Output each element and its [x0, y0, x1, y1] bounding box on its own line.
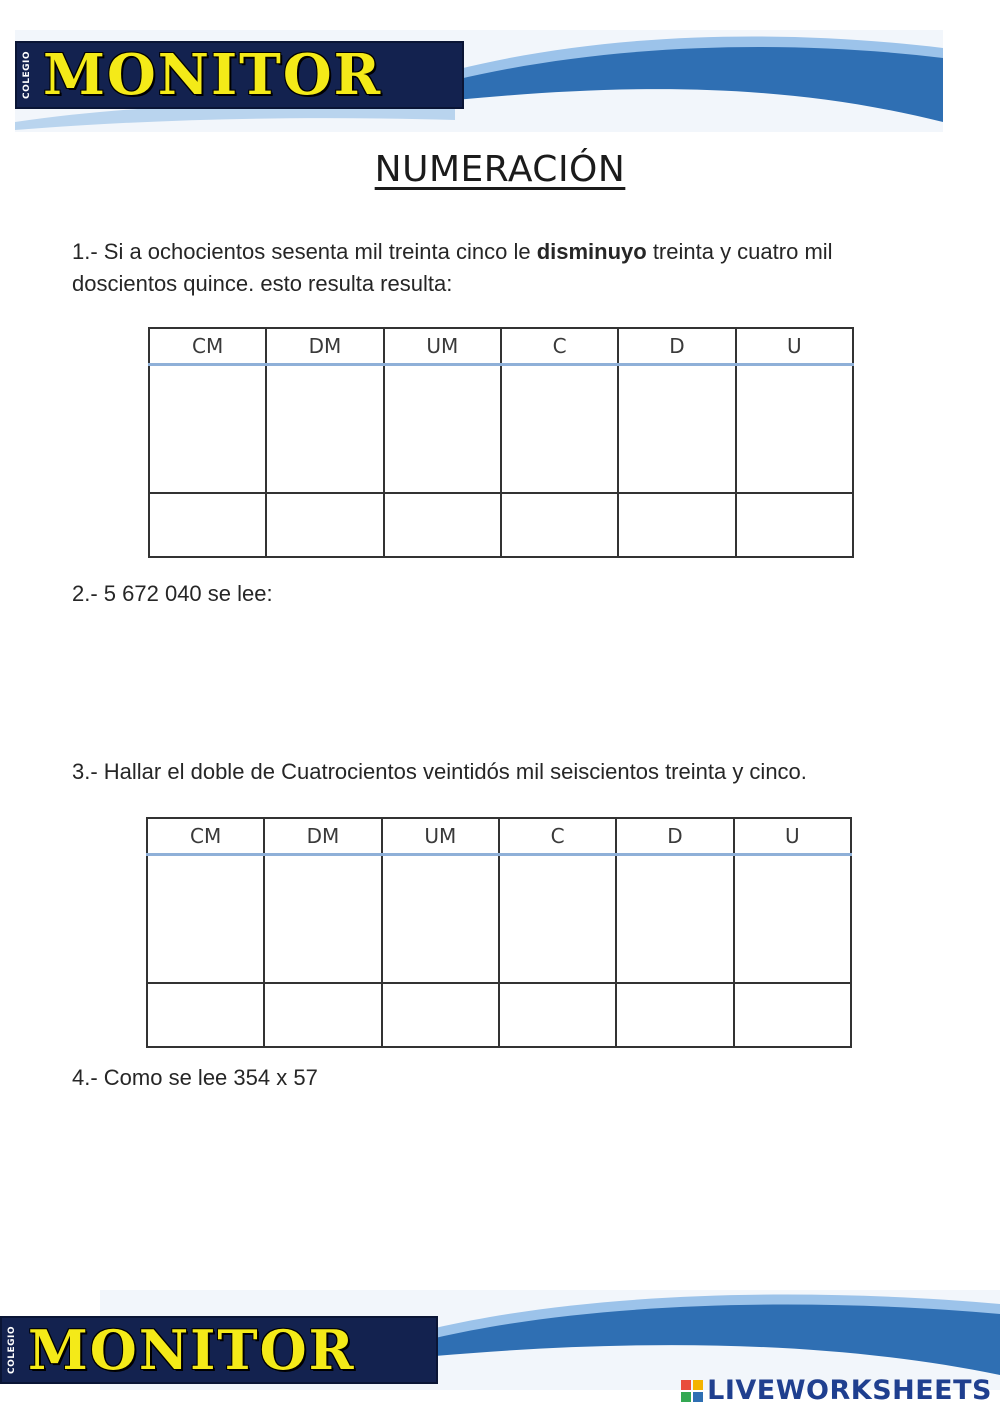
place-value-table-2: [146, 817, 852, 1048]
answer-cell[interactable]: [499, 855, 616, 984]
header-colegio-label: COLEGIO: [17, 43, 37, 107]
footer-logo: [0, 1316, 438, 1384]
liveworksheets-watermark: [681, 1375, 992, 1406]
header-u: U: [736, 328, 853, 365]
answer-cell[interactable]: [149, 365, 266, 494]
result-cell[interactable]: [616, 983, 733, 1047]
result-cell[interactable]: [266, 493, 383, 557]
question-4: 4.- Como se lee 354 x 57: [72, 1065, 318, 1090]
result-cell[interactable]: [264, 983, 381, 1047]
answer-cell[interactable]: [147, 855, 264, 984]
answer-cell[interactable]: [616, 855, 733, 984]
header-cm: CM: [147, 818, 264, 855]
question-3: 3.- Hallar el doble de Cuatrocientos veintidós mil seiscientos treinta y cinco.: [72, 759, 807, 784]
result-cell[interactable]: [382, 983, 499, 1047]
footer-logo-text: MONITOR: [28, 1318, 356, 1382]
header-logo: [15, 41, 464, 109]
question-2: 2.- 5 672 040 se lee:: [72, 581, 273, 606]
answer-cell[interactable]: [382, 855, 499, 984]
header-c: C: [501, 328, 618, 365]
liveworksheets-logo-icon: [681, 1380, 703, 1402]
result-cell[interactable]: [499, 983, 616, 1047]
header-um: UM: [384, 328, 501, 365]
answer-cell[interactable]: [501, 365, 618, 494]
header-dm: DM: [264, 818, 381, 855]
header-um: UM: [382, 818, 499, 855]
answer-cell[interactable]: [266, 365, 383, 494]
header-d: D: [616, 818, 733, 855]
footer-colegio-label: COLEGIO: [2, 1318, 22, 1382]
answer-cell[interactable]: [384, 365, 501, 494]
result-cell[interactable]: [384, 493, 501, 557]
result-cell[interactable]: [736, 493, 853, 557]
header-c: C: [499, 818, 616, 855]
answer-cell[interactable]: [734, 855, 851, 984]
place-value-table-1: [148, 327, 854, 558]
header-cm: CM: [149, 328, 266, 365]
question-1-bold: disminuyo: [536, 239, 647, 264]
watermark-text: LIVEWORKSHEETS: [707, 1375, 992, 1406]
question-1-suffix: treinta y cuatro mil doscientos quince. esto resulta resulta:: [72, 239, 833, 296]
header-u: U: [734, 818, 851, 855]
page-title: NUMERACIÓN: [374, 149, 626, 191]
answer-cell[interactable]: [736, 365, 853, 494]
question-1: [72, 236, 942, 300]
header-dm: DM: [266, 328, 383, 365]
result-cell[interactable]: [147, 983, 264, 1047]
result-cell[interactable]: [149, 493, 266, 557]
result-cell[interactable]: [501, 493, 618, 557]
result-cell[interactable]: [618, 493, 735, 557]
answer-cell[interactable]: [264, 855, 381, 984]
header-d: D: [618, 328, 735, 365]
result-cell[interactable]: [734, 983, 851, 1047]
header-logo-text: MONITOR: [43, 42, 383, 108]
question-1-prefix: 1.- Si a ochocientos sesenta mil treinta cinco le: [72, 239, 537, 264]
answer-cell[interactable]: [618, 365, 735, 494]
